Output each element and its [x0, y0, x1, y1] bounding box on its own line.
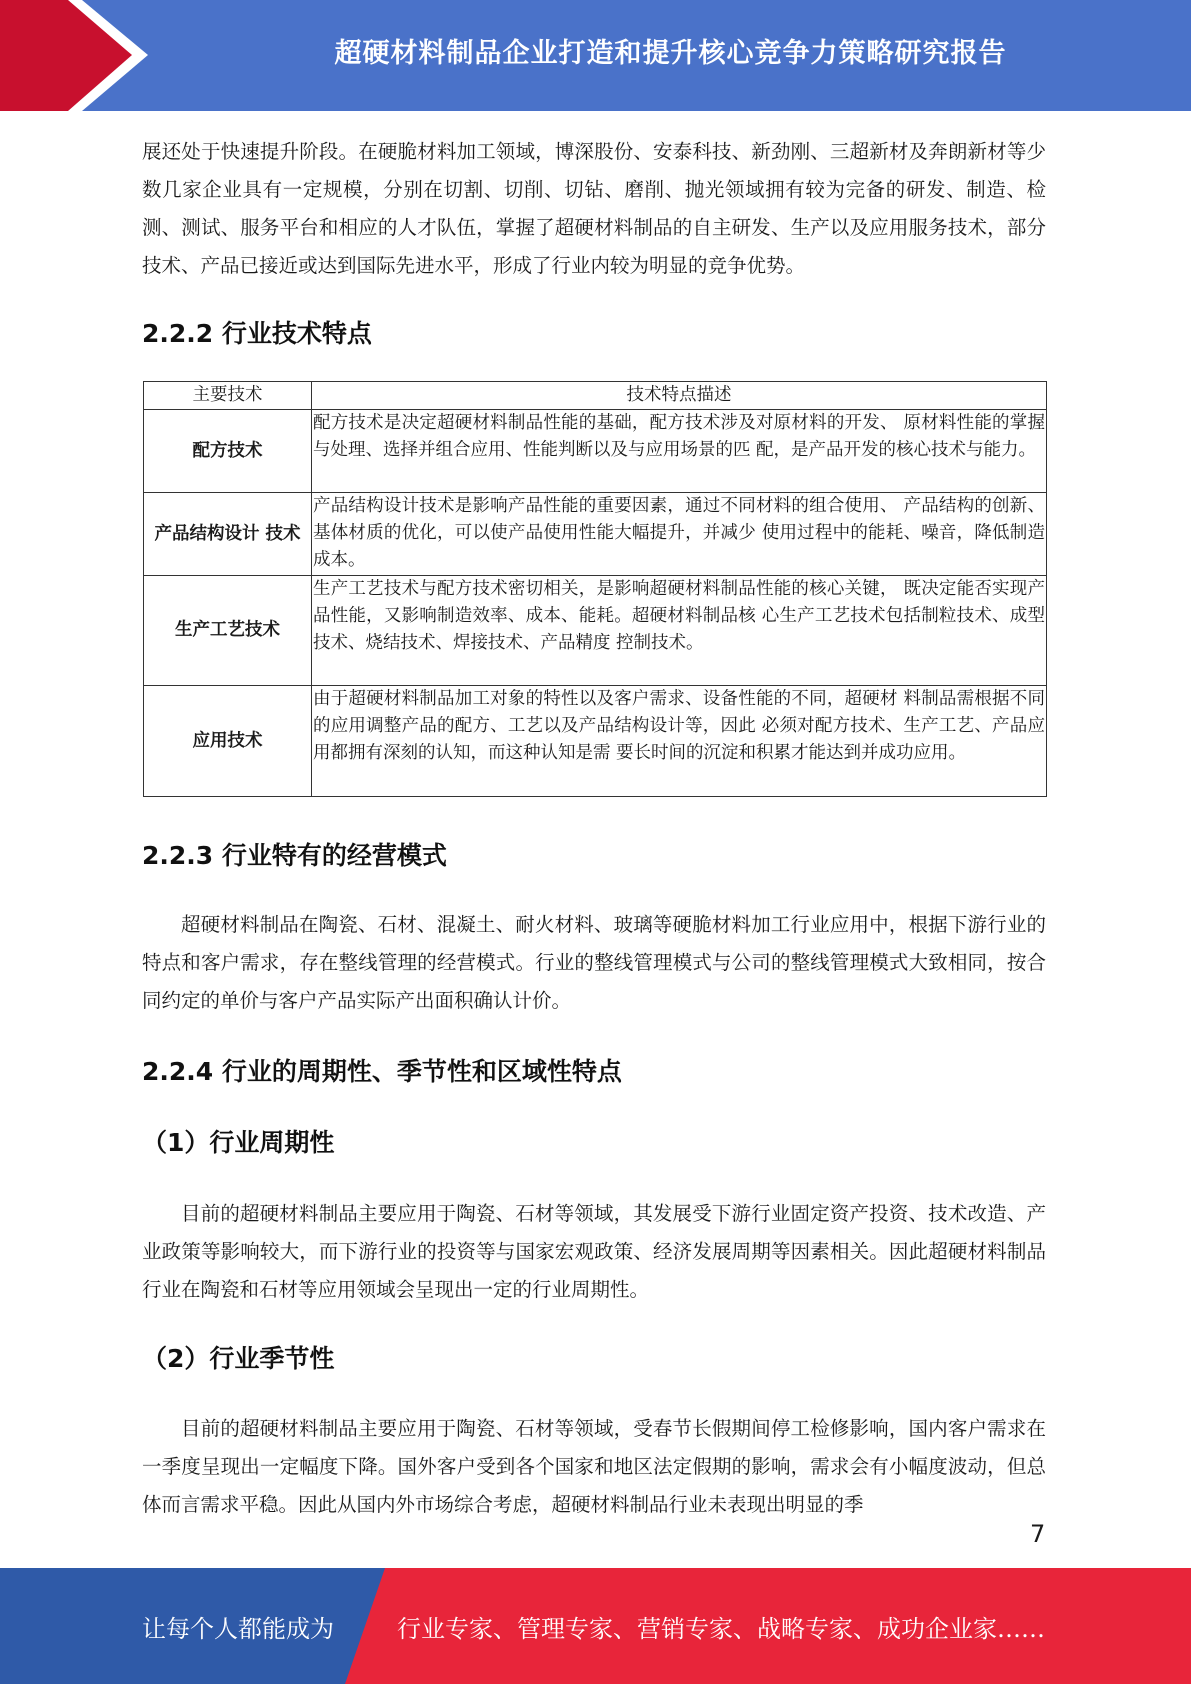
table-cell-tech-desc: 产品结构设计技术是影响产品性能的重要因素，通过不同材料的组合使用、 产品结构的创新、基体材质的优化，可以使产品使用性能大幅提升，并减少 使用过程中的能耗、噪音，降低制造成本。 [312, 493, 1047, 576]
table-cell-tech-name: 应用技术 [144, 686, 312, 797]
table-row [144, 410, 1047, 493]
table-row [144, 686, 1047, 797]
report-title: 超硬材料制品企业打造和提升核心竞争力策略研究报告 [334, 37, 1007, 69]
table-header-cell: 技术特点描述 [312, 382, 1047, 410]
table-header-row [144, 382, 1047, 410]
table-row [144, 493, 1047, 576]
table-cell-tech-desc: 由于超硬材料制品加工对象的特性以及客户需求、设备性能的不同，超硬材 料制品需根据不同的应用调整产品的配方、工艺以及产品结构设计等，因此 必须对配方技术、生产工艺、产品应用都拥有深刻的认知，而这种认知是需 要长时间的沉淀和积累才能达到并成功应用。 [312, 686, 1047, 797]
page-number: 7 [1030, 1520, 1046, 1548]
cyclicality-paragraph: 目前的超硬材料制品主要应用于陶瓷、石材等领域，其发展受下游行业固定资产投资、技术改造、产业政策等影响较大，而下游行业的投资等与国家宏观政策、经济发展周期等因素相关。因此超硬材料制品行业在陶瓷和石材等应用领域会呈现出一定的行业周期性。 [142, 1202, 1046, 1301]
table-row [144, 576, 1047, 686]
subheading-cyclicality: （1）行业周期性 [142, 1128, 335, 1157]
table-cell-tech-name: 产品结构设计 技术 [144, 493, 312, 576]
arrow-red-shape [0, 0, 132, 111]
table-cell-tech-name: 配方技术 [144, 410, 312, 493]
intro-paragraph: 展还处于快速提升阶段。在硬脆材料加工领域，博深股份、安泰科技、新劲刚、三超新材及奔朗新材等少数几家企业具有一定规模，分别在切割、切削、切钻、磨削、抛光领域拥有较为完备的研发、制造、检测、测试、服务平台和相应的人才队伍，掌握了超硬材料制品的自主研发、生产以及应用服务技术，部分技术、产品已接近或达到国际先进水平，形成了行业内较为明显的竞争优势。 [142, 140, 1046, 277]
section-heading-2-2-4: 2.2.4 行业的周期性、季节性和区域性特点 [142, 1057, 622, 1086]
page-header [0, 0, 1191, 111]
footer-slogan-left: 让每个人都能成为 [142, 1614, 334, 1643]
table-cell-tech-desc: 配方技术是决定超硬材料制品性能的基础，配方技术涉及对原材料的开发、 原材料性能的掌握与处理、选择并组合应用、性能判断以及与应用场景的匹 配，是产品开发的核心技术与能力。 [312, 410, 1047, 493]
table-header-cell: 主要技术 [144, 382, 312, 410]
seasonality-paragraph: 目前的超硬材料制品主要应用于陶瓷、石材等领域，受春节长假期间停工检修影响，国内客户需求在一季度呈现出一定幅度下降。国外客户受到各个国家和地区法定假期的影响，需求会有小幅度波动，但总体而言需求平稳。因此从国内外市场综合考虑，超硬材料制品行业未表现出明显的季 [142, 1417, 1046, 1516]
section-heading-2-2-3: 2.2.3 行业特有的经营模式 [142, 841, 447, 870]
section-heading-2-2-2: 2.2.2 行业技术特点 [142, 319, 372, 348]
page-footer [0, 1568, 1191, 1684]
table-cell-tech-name: 生产工艺技术 [144, 576, 312, 686]
table-cell-tech-desc: 生产工艺技术与配方技术密切相关，是影响超硬材料制品性能的核心关键， 既决定能否实现产品性能，又影响制造效率、成本、能耗。超硬材料制品核 心生产工艺技术包括制粒技术、成型技术、烧结技术、焊接技术、产品精度 控制技术。 [312, 576, 1047, 686]
business-model-paragraph: 超硬材料制品在陶瓷、石材、混凝土、耐火材料、玻璃等硬脆材料加工行业应用中，根据下游行业的特点和客户需求，存在整线管理的经营模式。行业的整线管理模式与公司的整线管理模式大致相同，按合同约定的单价与客户产品实际产出面积确认计价。 [142, 913, 1046, 1012]
subheading-seasonality: （2）行业季节性 [142, 1344, 335, 1373]
header-arrow-decoration [0, 0, 160, 111]
tech-features-table [143, 381, 1047, 797]
footer-slogan-right: 行业专家、管理专家、营销专家、战略专家、成功企业家…… [397, 1614, 1045, 1643]
